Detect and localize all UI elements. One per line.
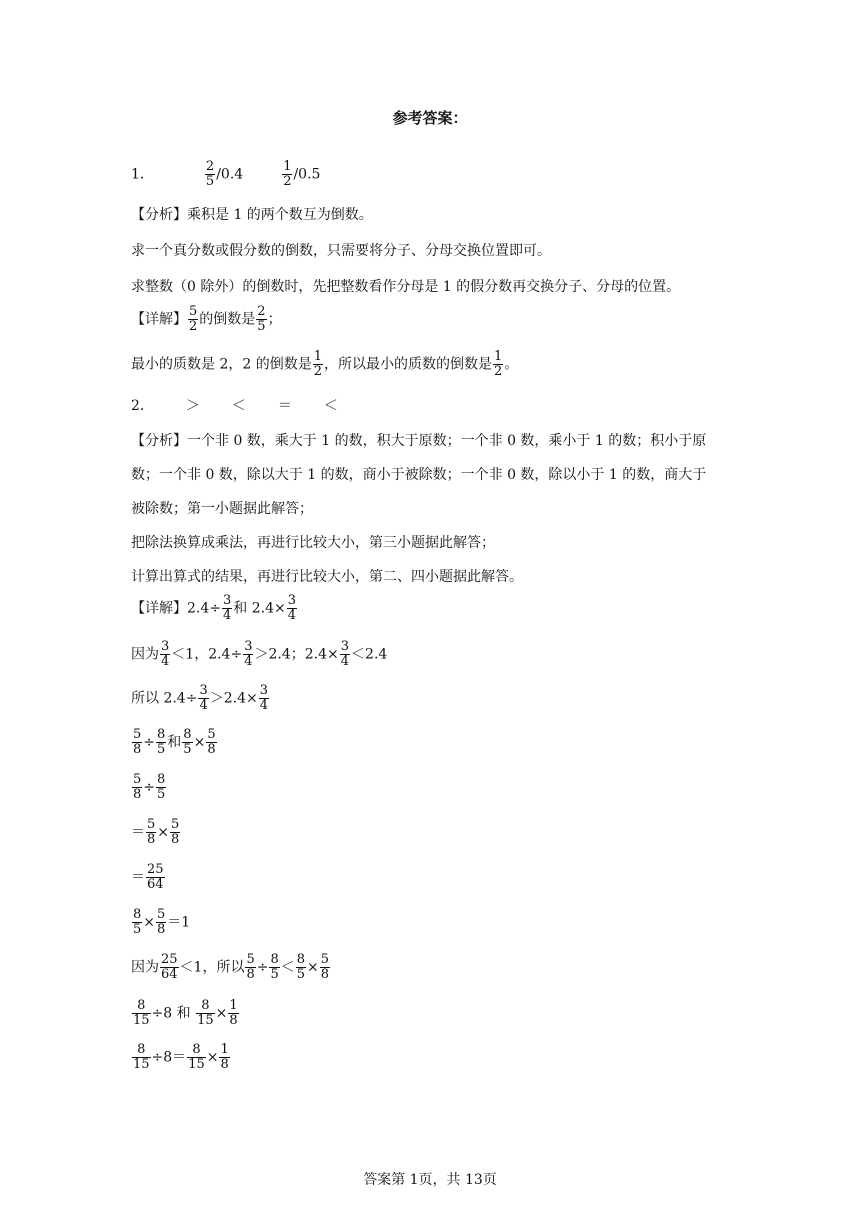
- math-text: ＝: [131, 869, 145, 886]
- detail-line: [131, 908, 190, 937]
- math-text: 2.4: [163, 690, 186, 707]
- answer-symbol: ＝: [277, 398, 292, 414]
- fraction: $\frac{3}{4}$: [340, 639, 350, 669]
- analysis-text: 求整数（0 除外）的倒数时，先把整数看作分母是 1 的假分数再交换分子、分母的位置。: [131, 279, 681, 295]
- math-text: ÷8＝: [151, 1049, 187, 1066]
- detail-line: [131, 684, 270, 713]
- answer-symbol: ＜: [323, 398, 338, 414]
- fraction: $\frac{3}{4}$: [259, 683, 269, 713]
- math-text: ÷8: [151, 1005, 173, 1022]
- math-text: ÷: [230, 646, 243, 663]
- analysis-text: 把除法换算成乘法，再进行比较大小，第三小题据此解答；: [131, 535, 495, 551]
- fraction: $\frac{1}{8}$: [229, 998, 238, 1028]
- detail-line: [131, 728, 218, 757]
- fraction: $\frac{5}{8}$: [133, 727, 142, 757]
- detail-line: [131, 350, 518, 379]
- answer-symbol: ＞: [185, 398, 200, 414]
- math-text: ＞: [209, 690, 224, 707]
- math-text: 和: [167, 734, 182, 751]
- analysis-text: 【分析】乘积是 1 的两个数互为倒数。: [131, 207, 373, 223]
- detail-text: 的倒数是: [199, 311, 256, 328]
- math-text: ＝: [131, 824, 145, 841]
- fraction: $\frac{25}{64}$: [161, 952, 178, 982]
- fraction: $\frac{8}{15}$: [133, 1042, 150, 1072]
- math-text: ×: [274, 600, 286, 617]
- detail-line: [131, 953, 331, 982]
- answer-symbol: ＜: [231, 398, 246, 414]
- analysis-text: 数；一个非 0 数，除以大于 1 的数，商小于被除数；一个非 0 数，除以小于 1 的数，商大于: [131, 467, 707, 483]
- fraction: $\frac{3}{4}$: [161, 639, 170, 669]
- fraction: $\frac{8}{5}$: [157, 772, 166, 802]
- fraction: $\frac{2}{5}$: [205, 159, 215, 189]
- detail-text: ，所以最小的质数的倒数是: [324, 356, 492, 373]
- fraction: $\frac{25}{64}$: [147, 862, 164, 892]
- fraction: $\frac{3}{4}$: [223, 593, 232, 623]
- detail-line: [131, 1043, 231, 1072]
- detail-line: [131, 818, 181, 847]
- math-text: ÷: [143, 734, 156, 751]
- math-text: 2.4: [251, 600, 274, 617]
- detail-line: [131, 773, 167, 802]
- fraction: $\frac{2}{5}$: [257, 304, 266, 334]
- q1-number: 1．: [131, 166, 154, 183]
- fraction: $\frac{8}{5}$: [183, 727, 192, 757]
- fraction: $\frac{5}{8}$: [246, 952, 255, 982]
- fraction: $\frac{1}{8}$: [220, 1042, 229, 1072]
- fraction: $\frac{5}{8}$: [157, 907, 166, 937]
- page-footer: 答案第 1页，共 13页: [363, 1172, 497, 1188]
- math-text: ＜1，: [171, 646, 209, 663]
- math-text: ×: [327, 646, 339, 663]
- fraction: $\frac{8}{5}$: [270, 952, 279, 982]
- detail-text: 最小的质数是 2，2 的倒数是: [131, 356, 312, 373]
- q2-number: 2．: [131, 398, 154, 414]
- math-text: ×: [215, 1005, 228, 1022]
- fraction: $\frac{1}{2}$: [313, 349, 322, 379]
- fraction: $\frac{1}{2}$: [494, 349, 503, 379]
- fraction: $\frac{3}{4}$: [199, 683, 208, 713]
- math-text: ＜2.4: [351, 646, 388, 663]
- detail-line: [131, 305, 282, 334]
- analysis-text: 计算出算式的结果，再进行比较大小，第二、四小题据此解答。: [131, 569, 523, 585]
- analysis-text: 【分析】一个非 0 数，乘大于 1 的数，积大于原数；一个非 0 数，乘小于 1 的数；积小于原: [131, 433, 707, 449]
- math-text: 和: [176, 1005, 191, 1022]
- math-text: ＜1，所以: [179, 959, 245, 976]
- fraction: $\frac{8}{15}$: [133, 998, 150, 1028]
- fraction: $\frac{8}{5}$: [157, 727, 166, 757]
- fraction: $\frac{8}{5}$: [296, 952, 306, 982]
- detail-text: 。: [504, 356, 519, 373]
- math-text: ÷: [209, 600, 221, 617]
- math-text: ÷: [143, 779, 156, 796]
- fraction: $\frac{5}{8}$: [147, 817, 156, 847]
- fraction: $\frac{5}{8}$: [171, 817, 180, 847]
- math-text: ＞2.4；: [254, 646, 305, 663]
- detail-text: ；: [267, 311, 282, 328]
- math-text: 2.4: [223, 690, 246, 707]
- page-title: 参考答案：: [392, 109, 468, 127]
- math-text: ＝1: [167, 914, 191, 931]
- math-text: ÷: [256, 959, 269, 976]
- math-text: ×: [143, 914, 156, 931]
- math-text: 2.4: [304, 646, 328, 663]
- detail-line: [131, 999, 240, 1028]
- fraction: $\frac{3}{4}$: [244, 639, 253, 669]
- detail-label: 【详解】: [131, 600, 187, 617]
- detail-line: [131, 594, 298, 623]
- math-text: 因为: [131, 646, 159, 663]
- fraction: $\frac{8}{5}$: [133, 907, 142, 937]
- fraction: $\frac{1}{2}$: [283, 159, 292, 189]
- math-text: 2.4: [187, 600, 210, 617]
- fraction: $\frac{5}{8}$: [207, 727, 216, 757]
- math-text: ×: [307, 959, 319, 976]
- fraction: $\frac{3}{4}$: [287, 593, 297, 623]
- math-text: 所以: [131, 690, 159, 707]
- math-text: 因为: [131, 959, 159, 976]
- math-text: 2.4: [208, 646, 231, 663]
- answer-text: /0.5: [293, 166, 321, 183]
- analysis-text: 求一个真分数或假分数的倒数，只需要将分子、分母交换位置即可。: [131, 243, 551, 259]
- detail-label: 【详解】: [131, 311, 187, 328]
- math-text: ＜: [280, 959, 295, 976]
- math-text: ×: [206, 1049, 219, 1066]
- q2-answer-line: [131, 395, 338, 415]
- fraction: $\frac{5}{8}$: [133, 772, 142, 802]
- math-text: ×: [157, 824, 170, 841]
- answer-text: /0.4: [216, 166, 244, 183]
- math-text: 和: [233, 600, 248, 617]
- q1-answer-line: [131, 160, 320, 189]
- fraction: $\frac{8}{15}$: [197, 998, 214, 1028]
- detail-line: [131, 640, 387, 669]
- math-text: ×: [246, 690, 258, 707]
- analysis-text: 被除数；第一小题据此解答；: [131, 501, 313, 517]
- fraction: $\frac{8}{15}$: [188, 1042, 205, 1072]
- detail-line: [131, 863, 166, 892]
- math-text: ×: [193, 734, 206, 751]
- math-text: ÷: [185, 690, 198, 707]
- fraction: $\frac{5}{8}$: [320, 952, 330, 982]
- fraction: $\frac{5}{2}$: [189, 304, 198, 334]
